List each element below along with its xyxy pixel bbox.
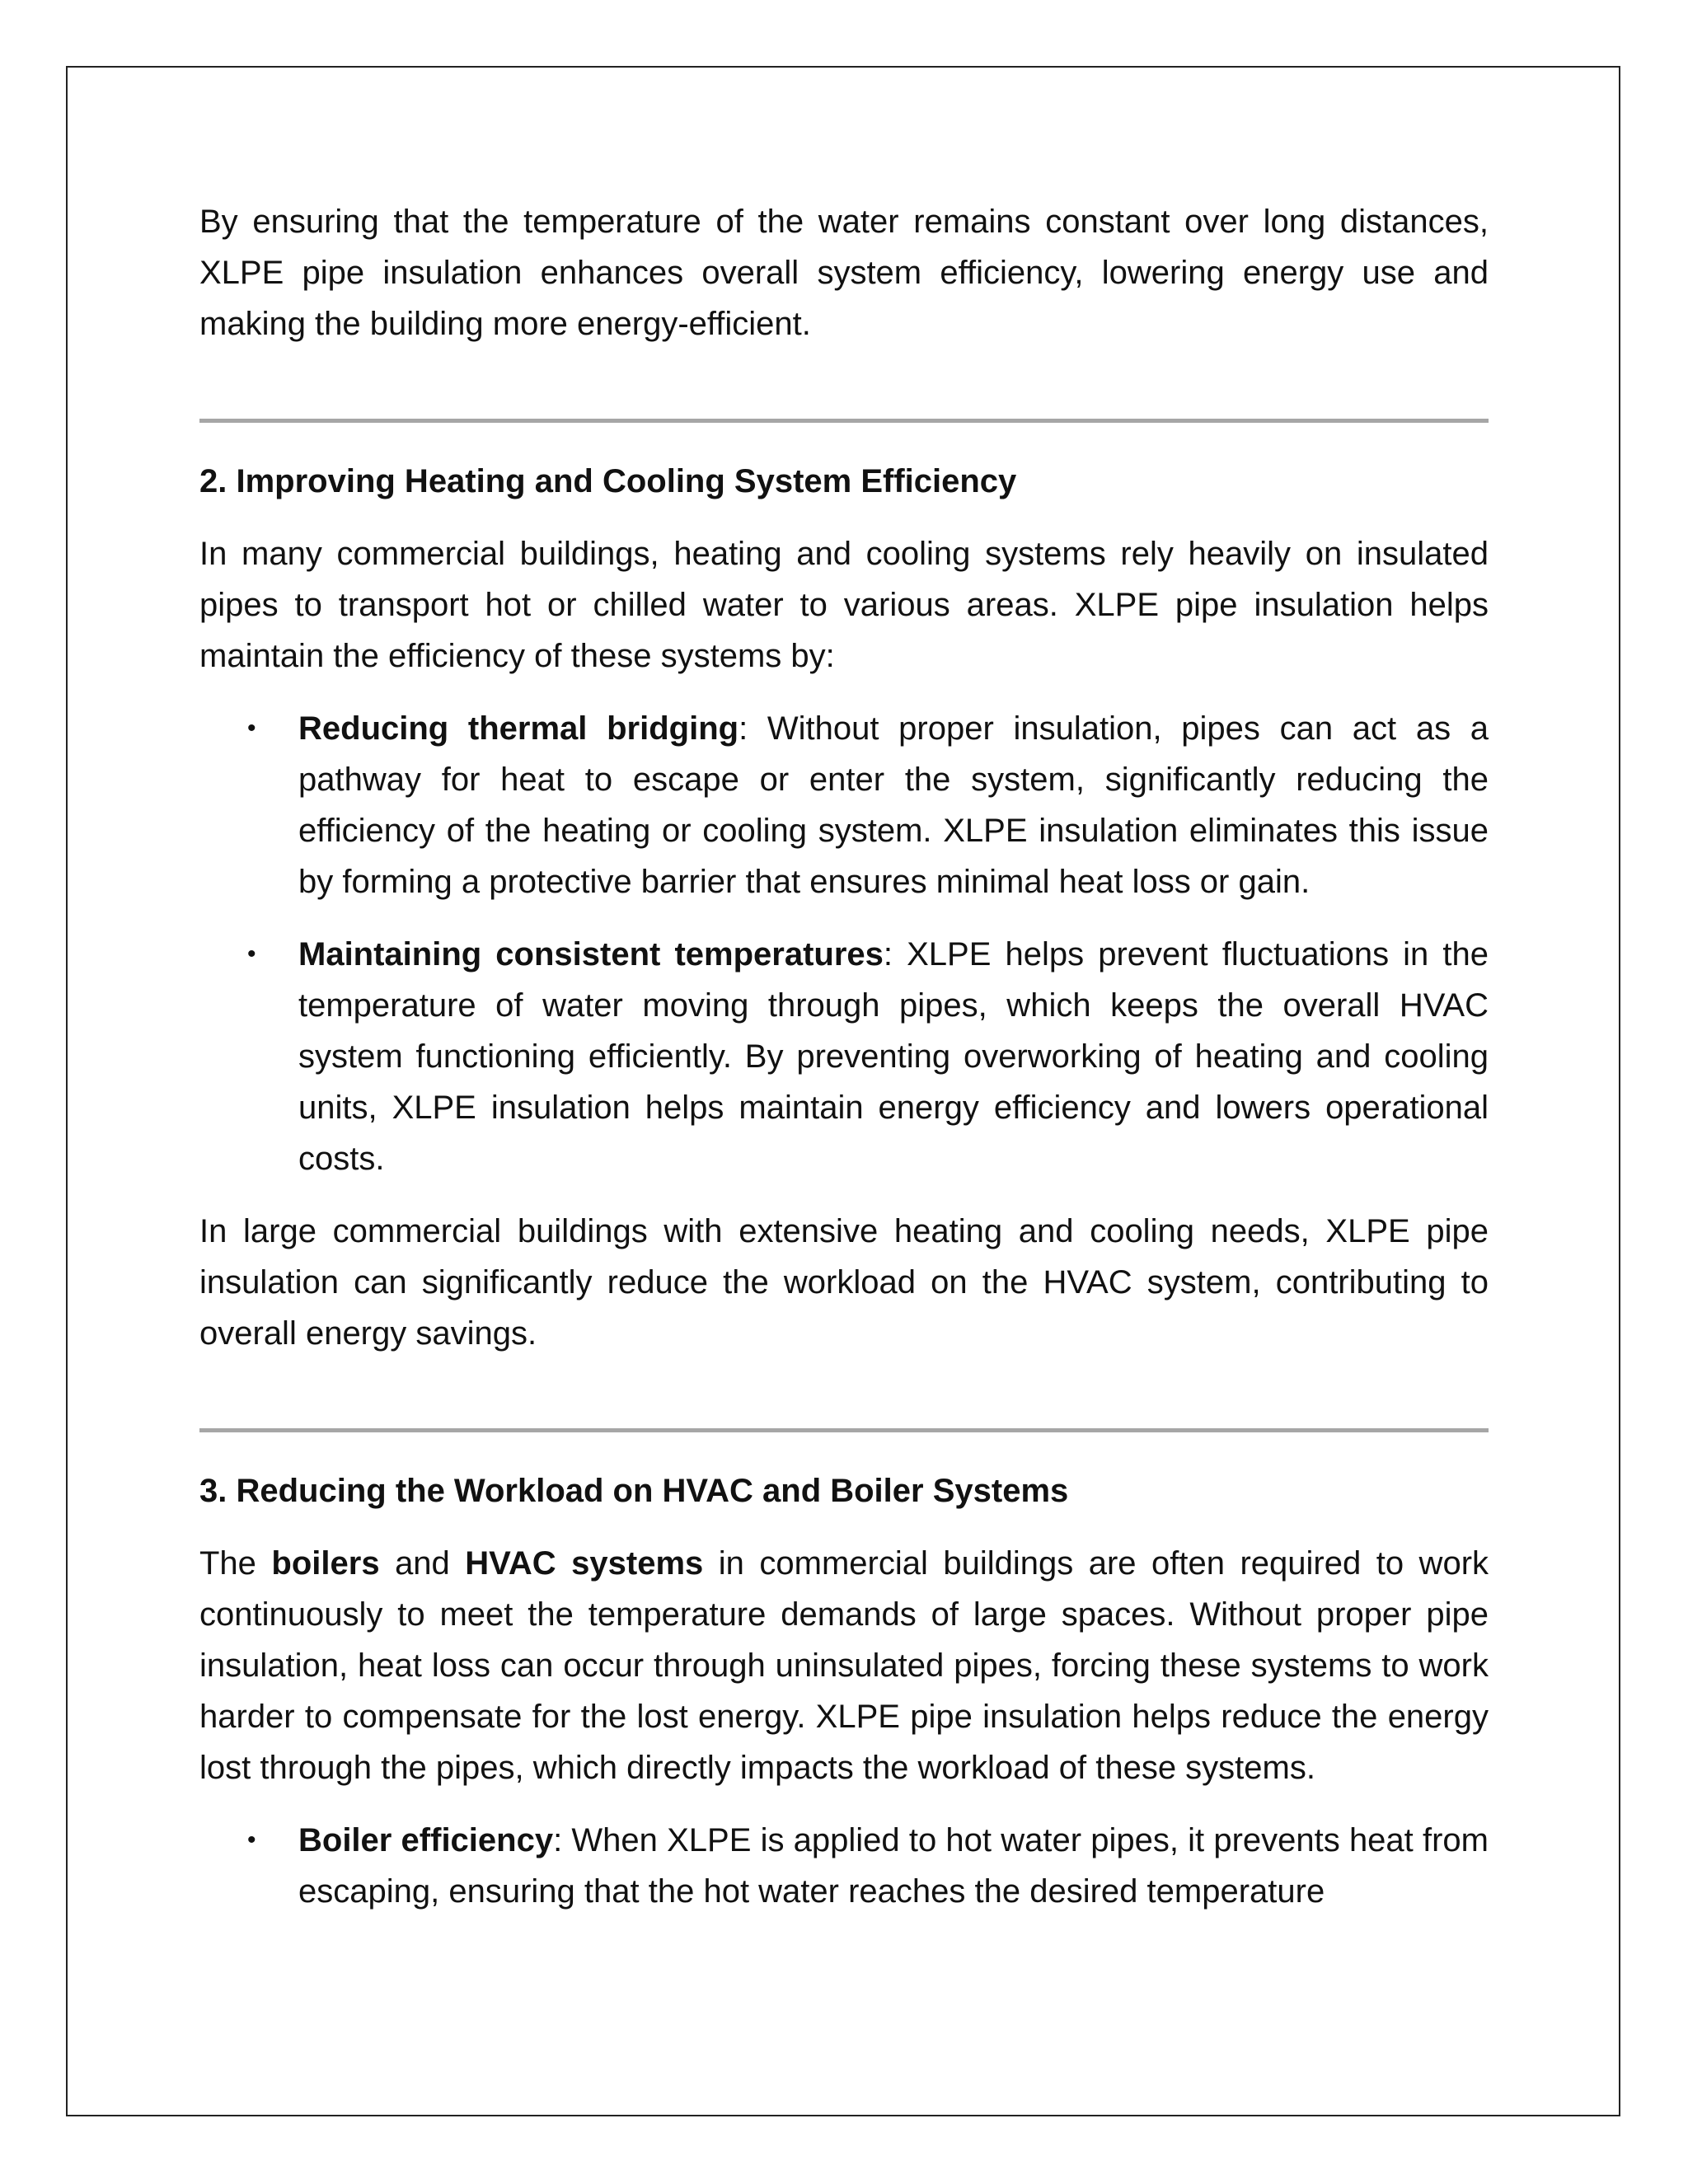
- section-3-bullet-list: [199, 1815, 1489, 1917]
- bullet-text: : XLPE helps prevent fluctuations in the temperature of water moving through pipes, which keeps the overall HVAC system functioning efficiently. By preventing overworking of heating and cooling units, XLPE insulation helps maintain energy efficiency and lowers operational costs.: [298, 936, 1489, 1177]
- section-3-heading: 3. Reducing the Workload on HVAC and Boiler Systems: [199, 1473, 1069, 1509]
- bullet-icon: •: [247, 1826, 256, 1854]
- bullet-term: Maintaining consistent temperatures: [298, 936, 884, 972]
- section-2-bullet-list: [199, 703, 1489, 1184]
- list-item: [199, 929, 1489, 1184]
- intro-bold-term: HVAC systems: [465, 1545, 704, 1582]
- document-body: [199, 196, 1489, 1917]
- list-item: [199, 1815, 1489, 1917]
- list-item: [199, 703, 1489, 907]
- section-2-heading: 2. Improving Heating and Cooling System Efficiency: [199, 463, 1017, 499]
- bullet-icon: •: [247, 715, 256, 742]
- bullet-term: Boiler efficiency: [298, 1822, 554, 1858]
- intro-text: in commercial buildings are often required to work continuously to meet the temperature demands of large spaces. Without proper pipe insulation, heat loss can occur through uninsulated pipes, forcing these systems to work harder to compensate for the lost energy. XLPE pipe insulation helps reduce the energy lost through the pipes, which directly impacts the workload of these systems.: [199, 1545, 1489, 1786]
- intro-bold-term: boilers: [271, 1545, 380, 1582]
- bullet-text: : Without proper insulation, pipes can act as a pathway for heat to escape or enter the system, significantly reducing the efficiency of the heating or cooling system. XLPE insulation eliminates this issue by forming a protective barrier that ensures minimal heat loss or gain.: [298, 710, 1489, 900]
- section-2-closing: In large commercial buildings with extensive heating and cooling needs, XLPE pipe insulation can significantly reduce the workload on the HVAC system, contributing to overall energy savings.: [199, 1213, 1489, 1352]
- section-2-intro: In many commercial buildings, heating and cooling systems rely heavily on insulated pipes to transport hot or chilled water to various areas. XLPE pipe insulation helps maintain the efficiency of these systems by:: [199, 536, 1489, 674]
- bullet-term: Reducing thermal bridging: [298, 710, 739, 747]
- intro-text: and: [379, 1545, 466, 1582]
- intro-paragraph: By ensuring that the temperature of the water remains constant over long distances, XLPE pipe insulation enhances overall system efficiency, lowering energy use and making the building more energy-efficient.: [199, 204, 1489, 342]
- section-3-intro: [199, 1538, 1489, 1793]
- intro-text: The: [199, 1545, 272, 1582]
- bullet-icon: •: [247, 940, 256, 968]
- bullet-text: : When XLPE is applied to hot water pipes, it prevents heat from escaping, ensuring that the hot water reaches the desired temperature: [298, 1822, 1489, 1910]
